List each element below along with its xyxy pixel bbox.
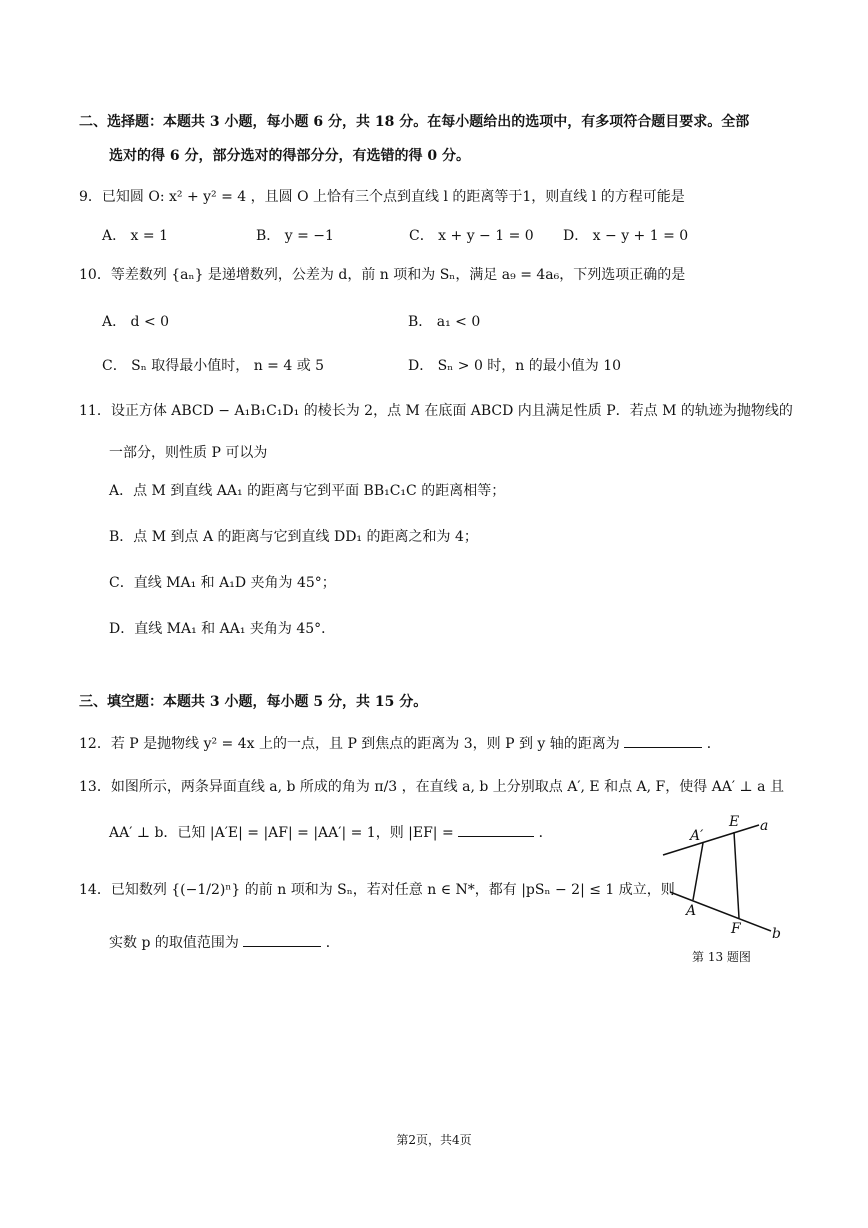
- q14-stem-line2: 实数 p 的取值范围为: [109, 935, 239, 951]
- q13-stem-line2: AA′ ⊥ b．已知 |A′E| = |AF| = |AA′| = 1，则 |EF| =: [109, 825, 454, 841]
- q9-option-b: B． y = −1: [256, 228, 334, 244]
- line-a: [663, 825, 759, 855]
- q13-answer-blank[interactable]: [458, 822, 534, 837]
- q9-stem: 9．已知圆 O: x² + y² = 4 ，且圆 O 上恰有三个点到直线 l 的距离等于1，则直线 l 的方程可能是: [79, 189, 685, 205]
- q12-end: ．: [706, 736, 721, 752]
- segment-ef: [734, 832, 739, 918]
- label-a-prime: A′: [690, 828, 704, 844]
- label-e: E: [729, 814, 740, 830]
- q14-end: ．: [325, 935, 340, 951]
- q13-figure: [656, 808, 806, 968]
- q10-option-d: D． Sₙ > 0 时，n 的最小值为 10: [408, 358, 622, 374]
- q10-option-c: C． Sₙ 取得最小值时， n = 4 或 5: [102, 358, 325, 374]
- page-footer: 第2页，共4页: [396, 1133, 472, 1147]
- q14-answer-blank[interactable]: [243, 932, 321, 947]
- q13-line2: [109, 822, 553, 843]
- q14-stem-line1: 14．已知数列 {(−1/2)ⁿ} 的前 n 项和为 Sₙ，若对任意 n ∈ N*，都有 |pSₙ − 2| ≤ 1 成立，则: [79, 882, 675, 898]
- q10-option-b: B． a₁ < 0: [408, 314, 481, 330]
- q9-option-d: D． x − y + 1 = 0: [563, 228, 689, 244]
- q9-option-a: A． x = 1: [102, 228, 168, 244]
- q12-stem: 12．若 P 是抛物线 y² = 4x 上的一点，且 P 到焦点的距离为 3，则 P 到 y 轴的距离为: [79, 736, 620, 752]
- section3-heading: 三、填空题：本题共 3 小题，每小题 5 分，共 15 分。: [79, 694, 428, 710]
- q11-option-d: D．直线 MA₁ 和 AA₁ 夹角为 45°．: [109, 621, 336, 637]
- section2-heading-line2: 选对的得 6 分，部分选对的得部分分，有选错的得 0 分。: [109, 148, 470, 164]
- q14-line2: [109, 932, 340, 953]
- q10-stem: 10．等差数列 {aₙ} 是递增数列，公差为 d，前 n 项和为 Sₙ，满足 a₉ = 4a₆，下列选项正确的是: [79, 267, 686, 283]
- label-f: F: [731, 921, 741, 937]
- q13-end: ．: [538, 825, 553, 841]
- q9-option-c: C． x + y − 1 = 0: [409, 228, 534, 244]
- q11-option-c: C．直线 MA₁ 和 A₁D 夹角为 45°；: [109, 575, 336, 591]
- label-line-a: a: [760, 818, 769, 834]
- label-a: A: [686, 903, 697, 919]
- q11-stem-line2: 一部分，则性质 P 可以为: [109, 445, 268, 461]
- q13-stem-line1: 13．如图所示，两条异面直线 a, b 所成的角为 π/3 ，在直线 a, b 上分别取点 A′, E 和点 A, F，使得 AA′ ⊥ a 且: [79, 779, 784, 795]
- segment-aa-prime: [693, 843, 703, 900]
- label-line-b: b: [772, 926, 781, 942]
- q11-option-a: A．点 M 到直线 AA₁ 的距离与它到平面 BB₁C₁C 的距离相等；: [109, 483, 506, 499]
- section2-heading-line1: 二、选择题：本题共 3 小题，每小题 6 分，共 18 分。在每小题给出的选项中，有多项符合题目要求。全部: [79, 114, 750, 130]
- figure-caption: 第 13 题图: [692, 950, 751, 964]
- q12-line: [79, 733, 721, 754]
- q11-stem-line1: 11．设正方体 ABCD − A₁B₁C₁D₁ 的棱长为 2，点 M 在底面 ABCD 内且满足性质 P．若点 M 的轨迹为抛物线的: [79, 403, 793, 419]
- q12-answer-blank[interactable]: [624, 733, 702, 748]
- q11-option-b: B．点 M 到点 A 的距离与它到直线 DD₁ 的距离之和为 4；: [109, 529, 478, 545]
- q10-option-a: A． d < 0: [102, 314, 170, 330]
